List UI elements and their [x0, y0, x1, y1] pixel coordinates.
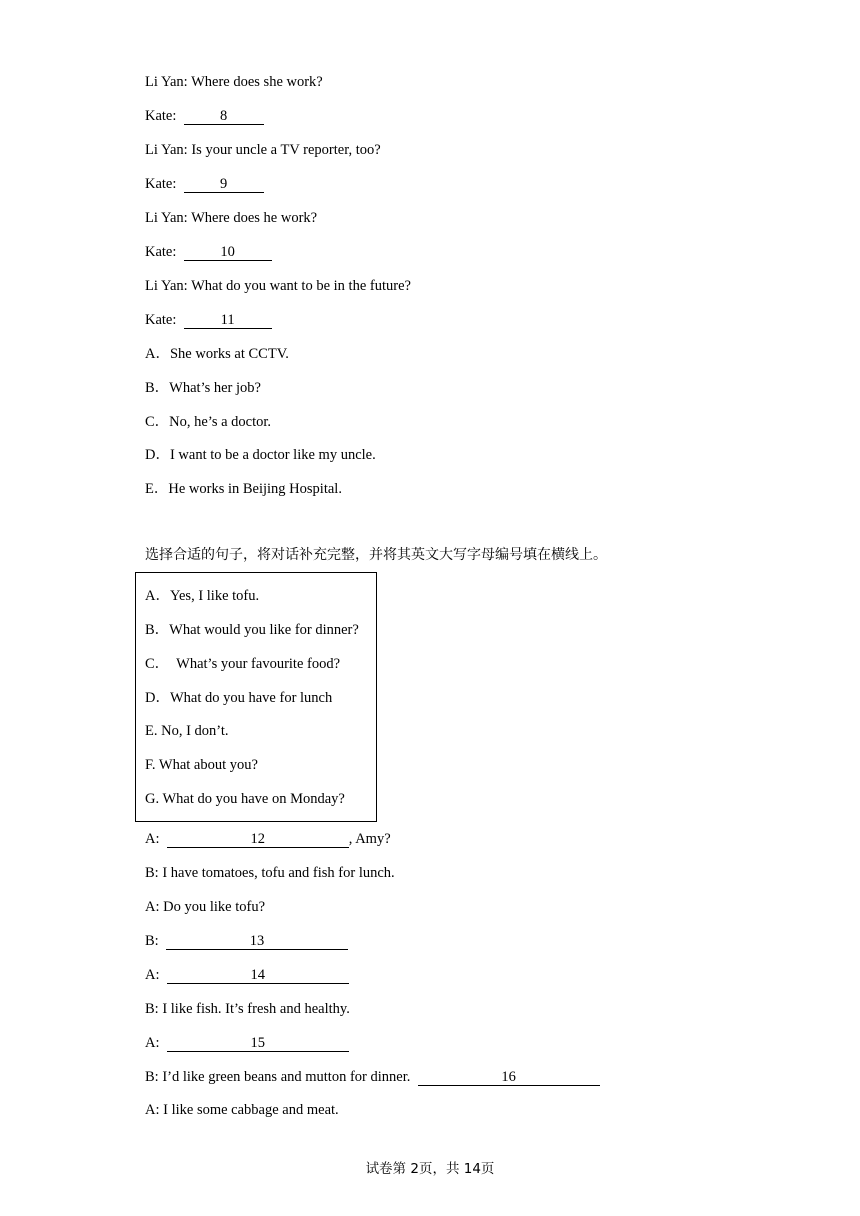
section-instruction: 选择合适的句子，将对话补充完整，并将其英文大写字母编号填在横线上。: [145, 547, 607, 563]
speaker: Li Yan:: [145, 142, 188, 158]
speaker: Li Yan:: [145, 278, 188, 294]
dialogue-text: What do you want to be in the future?: [191, 278, 411, 294]
speaker: Kate:: [145, 108, 177, 124]
speaker: A:: [145, 831, 160, 847]
dialogue-line: [145, 1034, 349, 1052]
dialogue-line: [145, 107, 264, 125]
dialogue-line: B: I like fish. It’s fresh and healthy.: [145, 1001, 350, 1017]
dialogue-line: [145, 966, 349, 984]
answer-blank-12[interactable]: 12: [167, 832, 349, 848]
dialogue-text: Where does she work?: [191, 74, 323, 90]
option-c: C．No, he’s a doctor.: [145, 414, 272, 430]
speaker: B:: [145, 933, 159, 949]
dialogue-line: [145, 243, 272, 261]
option-e: E．He works in Beijing Hospital.: [145, 481, 342, 497]
dialogue-text: Is your uncle a TV reporter, too?: [191, 142, 381, 158]
dialogue-line: [145, 830, 391, 848]
dialogue-line: [145, 932, 348, 950]
box-option-e: E. No, I don’t.: [145, 723, 229, 739]
option-b: B．What’s her job?: [145, 380, 261, 396]
box-option-f: F. What about you?: [145, 757, 258, 773]
speaker: A:: [145, 1035, 160, 1051]
dialogue-line: A: Do you like tofu?: [145, 899, 266, 915]
speaker: Kate:: [145, 244, 177, 260]
speaker: Kate:: [145, 176, 177, 192]
dialogue-line: B: I have tomatoes, tofu and fish for lunch.: [145, 865, 395, 881]
page-footer: 试卷第 2页，共 14页: [365, 1161, 495, 1177]
answer-blank-8[interactable]: 8: [184, 109, 264, 125]
dialogue-line: [145, 175, 264, 193]
dialogue-line: [145, 73, 323, 91]
dialogue-line: A: I like some cabbage and meat.: [145, 1102, 339, 1118]
answer-blank-10[interactable]: 10: [184, 245, 272, 261]
dialogue-line: [145, 209, 317, 227]
dialogue-text: Where does he work?: [191, 210, 318, 226]
box-option-b: B．What would you like for dinner?: [145, 622, 359, 638]
speaker: A:: [145, 967, 160, 983]
dialogue-line: [145, 141, 381, 159]
option-d: D．I want to be a doctor like my uncle.: [145, 447, 376, 463]
speaker: Li Yan:: [145, 74, 188, 90]
dialogue-text: , Amy?: [348, 831, 391, 847]
box-option-a: A．Yes, I like tofu.: [145, 588, 260, 604]
box-option-d: D．What do you have for lunch: [145, 690, 333, 706]
speaker: Li Yan:: [145, 210, 188, 226]
dialogue-line: [145, 277, 411, 295]
option-a: A．She works at CCTV.: [145, 346, 289, 362]
dialogue-line: [145, 311, 272, 329]
speaker: Kate:: [145, 312, 177, 328]
answer-blank-14[interactable]: 14: [167, 968, 349, 984]
box-option-g: G. What do you have on Monday?: [145, 791, 345, 807]
answer-blank-15[interactable]: 15: [167, 1036, 349, 1052]
answer-blank-13[interactable]: 13: [166, 934, 348, 950]
answer-blank-16[interactable]: 16: [418, 1070, 600, 1086]
answer-blank-11[interactable]: 11: [184, 313, 272, 329]
dialogue-text: B: I’d like green beans and mutton for dinner.: [145, 1069, 411, 1085]
answer-blank-9[interactable]: 9: [184, 177, 264, 193]
dialogue-line: [145, 1068, 600, 1086]
box-option-c: C． What’s your favourite food?: [145, 656, 341, 672]
